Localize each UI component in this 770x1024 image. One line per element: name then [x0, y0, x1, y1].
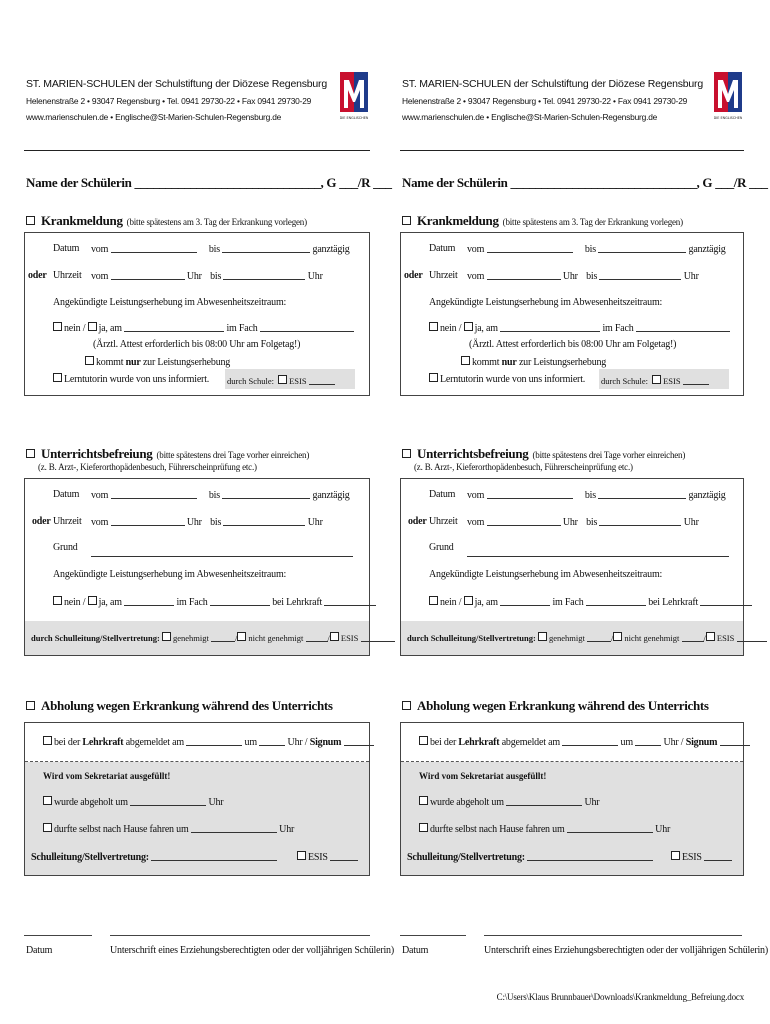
- datum-line[interactable]: [24, 935, 92, 936]
- ab-time-field[interactable]: [259, 736, 285, 746]
- km-kommt-checkbox[interactable]: [461, 356, 470, 365]
- unterschrift-label: Unterschrift eines Erziehungsberechtigten oder der volljährigen Schülerin): [484, 945, 768, 956]
- ub-genehmigt-field[interactable]: [587, 632, 611, 642]
- km-time-to-field[interactable]: [223, 270, 305, 280]
- form-copy-left: [24, 0, 394, 1024]
- logo-caption: DIE ENGLISCHEN: [340, 116, 368, 120]
- ub-leistung-label: Angekündigte Leistungserhebung im Abwesenheitszeitraum:: [429, 569, 663, 580]
- ab-esis-row: ESIS: [297, 851, 358, 863]
- krankmeldung-checkbox[interactable]: [26, 216, 35, 225]
- befreiung-box: [24, 478, 370, 656]
- ub-esis-field[interactable]: [737, 632, 767, 642]
- km-time-to-field[interactable]: [599, 270, 681, 280]
- unterschrift-label: Unterschrift eines Erziehungsberechtigten oder der volljährigen Schülerin): [110, 945, 394, 956]
- ub-esis-checkbox[interactable]: [706, 632, 715, 641]
- km-oder-label: oder: [28, 270, 47, 281]
- ab-abgeholt-field[interactable]: [130, 796, 206, 806]
- km-lerntutorin-checkbox[interactable]: [429, 373, 438, 382]
- km-attest-note: (Ärztl. Attest erforderlich bis 08:00 Uhr am Folgetag!): [469, 339, 677, 350]
- ab-abgeholt-checkbox[interactable]: [43, 796, 52, 805]
- ub-leistung-label: Angekündigte Leistungserhebung im Abwesenheitszeitraum:: [53, 569, 287, 580]
- file-path-footer: C:\Users\Klaus Brunnbauer\Downloads\Krankmeldung_Befreiung.docx: [496, 992, 744, 1002]
- ub-fach-field[interactable]: [210, 596, 270, 606]
- km-ja-checkbox[interactable]: [464, 322, 473, 331]
- ub-grund-label: Grund: [429, 542, 454, 553]
- km-schule-row: durch Schule: ESIS: [601, 375, 709, 386]
- ub-nicht-genehmigt-field[interactable]: [682, 632, 704, 642]
- km-ja-date-field[interactable]: [500, 322, 600, 332]
- befreiung-title: Unterrichtsbefreiung: [417, 446, 529, 461]
- ab-sekretariat-label: Wird vom Sekretariat ausgefüllt!: [419, 771, 547, 781]
- km-nein-checkbox[interactable]: [53, 322, 62, 331]
- ub-bis-date-field[interactable]: [598, 489, 686, 499]
- ab-sekretariat-label: Wird vom Sekretariat ausgefüllt!: [43, 771, 171, 781]
- ub-genehmigt-field[interactable]: [211, 632, 235, 642]
- ab-date-field[interactable]: [562, 736, 618, 746]
- ub-datum-label: Datum: [429, 489, 456, 500]
- km-attest-note: (Ärztl. Attest erforderlich bis 08:00 Uhr am Folgetag!): [93, 339, 301, 350]
- km-vom-row: vom bis ganztägig: [91, 244, 350, 255]
- abholung-checkbox[interactable]: [402, 701, 411, 710]
- km-schule-row: durch Schule: ESIS: [227, 375, 335, 386]
- km-lerntutorin-checkbox[interactable]: [53, 373, 62, 382]
- school-web: www.marienschulen.de • Englische@St-Marien-Schulen-Regensburg.de: [26, 112, 282, 122]
- befreiung-note: (bitte spätestens drei Tage vorher einreichen): [532, 450, 686, 460]
- krankmeldung-note: (bitte spätestens am 3. Tag der Erkrankung vorlegen): [502, 217, 683, 227]
- ub-genehmigt-checkbox[interactable]: [538, 632, 547, 641]
- km-time-from-field[interactable]: [487, 270, 561, 280]
- ub-ja-checkbox[interactable]: [464, 596, 473, 605]
- school-address: Helenenstraße 2 • 93047 Regensburg • Tel. 0941 29730-22 • Fax 0941 29730-29: [26, 96, 312, 106]
- ub-time-to-field[interactable]: [599, 516, 681, 526]
- km-bis-date-field[interactable]: [598, 243, 686, 253]
- befreiung-examples: (z. B. Arzt-, Kieferorthopädenbesuch, Führerscheinprüfung etc.): [38, 462, 257, 472]
- km-bis-date-field[interactable]: [222, 243, 310, 253]
- ab-signum-field[interactable]: [344, 736, 374, 746]
- ab-date-field[interactable]: [186, 736, 242, 746]
- ab-abgeholt-row: wurde abgeholt um Uhr: [419, 796, 599, 808]
- krankmeldung-title: Krankmeldung: [417, 213, 499, 228]
- ab-signum-field[interactable]: [720, 736, 750, 746]
- ab-esis-field[interactable]: [330, 851, 358, 861]
- km-esis-field[interactable]: [309, 375, 335, 385]
- ab-esis-row: ESIS: [671, 851, 732, 863]
- km-uhrzeit-label: Uhrzeit: [429, 270, 458, 281]
- ub-nein-checkbox[interactable]: [429, 596, 438, 605]
- ub-datum-label: Datum: [53, 489, 80, 500]
- km-leistung-row: nein / ja, am im Fach: [429, 322, 730, 334]
- ab-selbst-field[interactable]: [191, 823, 277, 833]
- abholung-box: [24, 722, 370, 876]
- km-datum-label: Datum: [53, 243, 80, 254]
- ub-nicht-genehmigt-checkbox[interactable]: [613, 632, 622, 641]
- km-uhrzeit-label: Uhrzeit: [53, 270, 82, 281]
- befreiung-checkbox[interactable]: [26, 449, 35, 458]
- km-ja-date-field[interactable]: [124, 322, 224, 332]
- befreiung-note: (bitte spätestens drei Tage vorher einreichen): [156, 450, 310, 460]
- ab-schulleitung-field[interactable]: [527, 851, 653, 861]
- ub-uhrzeit-row: vom Uhr bis Uhr: [91, 517, 323, 528]
- km-leistung-row: nein / ja, am im Fach: [53, 322, 354, 334]
- ab-selbst-checkbox[interactable]: [43, 823, 52, 832]
- ub-time-from-field[interactable]: [111, 516, 185, 526]
- ub-nein-checkbox[interactable]: [53, 596, 62, 605]
- ab-lehrkraft-row: bei der Lehrkraft abgemeldet am um Uhr / Signum: [419, 736, 750, 748]
- unterschrift-line[interactable]: [110, 935, 370, 936]
- km-vom-date-field[interactable]: [487, 243, 573, 253]
- km-esis-checkbox[interactable]: [652, 375, 661, 384]
- abholung-heading: [26, 697, 333, 715]
- ab-abgeholt-row: wurde abgeholt um Uhr: [43, 796, 223, 808]
- header-rule: [24, 150, 370, 151]
- ab-esis-field[interactable]: [704, 851, 732, 861]
- ub-vom-row: vom bis ganztägig: [91, 490, 350, 501]
- km-esis-checkbox[interactable]: [278, 375, 287, 384]
- datum-label: Datum: [26, 945, 53, 956]
- ub-nicht-genehmigt-checkbox[interactable]: [237, 632, 246, 641]
- ub-esis-checkbox[interactable]: [330, 632, 339, 641]
- school-name: ST. MARIEN-SCHULEN der Schulstiftung der Diözese Regensburg: [26, 78, 327, 90]
- ub-uhrzeit-row: vom Uhr bis Uhr: [467, 517, 699, 528]
- ab-lehrkraft-checkbox[interactable]: [43, 736, 52, 745]
- ub-genehmigung-row: durch Schulleitung/Stellvertretung: genehmigt / nicht genehmigt / ESIS: [407, 632, 767, 643]
- km-leistung-label: Angekündigte Leistungserhebung im Abwesenheitszeitraum:: [429, 297, 663, 308]
- km-ja-checkbox[interactable]: [88, 322, 97, 331]
- km-vom-date-field[interactable]: [111, 243, 197, 253]
- ub-vom-date-field[interactable]: [111, 489, 197, 499]
- km-fach-field[interactable]: [636, 322, 730, 332]
- km-datum-label: Datum: [429, 243, 456, 254]
- km-kommt-row: kommt nur zur Leistungserhebung: [461, 356, 606, 368]
- ab-schulleitung-row: Schulleitung/Stellvertretung:: [407, 851, 653, 863]
- km-vom-row: vom bis ganztägig: [467, 244, 726, 255]
- befreiung-heading: [26, 445, 309, 463]
- ub-vom-date-field[interactable]: [487, 489, 573, 499]
- ub-oder-label: oder: [408, 516, 427, 527]
- ub-vom-row: vom bis ganztägig: [467, 490, 726, 501]
- krankmeldung-title: Krankmeldung: [41, 213, 123, 228]
- km-kommt-checkbox[interactable]: [85, 356, 94, 365]
- school-address: Helenenstraße 2 • 93047 Regensburg • Tel. 0941 29730-22 • Fax 0941 29730-29: [402, 96, 688, 106]
- ab-lehrkraft-row: bei der Lehrkraft abgemeldet am um Uhr / Signum: [43, 736, 374, 748]
- ab-schulleitung-row: Schulleitung/Stellvertretung:: [31, 851, 277, 863]
- ub-grund-field[interactable]: [91, 543, 353, 561]
- school-web: www.marienschulen.de • Englische@St-Marien-Schulen-Regensburg.de: [402, 112, 658, 122]
- krankmeldung-box: [400, 232, 744, 396]
- ub-lehrkraft-field[interactable]: [324, 596, 376, 606]
- befreiung-box: [400, 478, 744, 656]
- ub-oder-label: oder: [32, 516, 51, 527]
- header-rule: [400, 150, 744, 151]
- school-logo-icon: [340, 72, 368, 120]
- befreiung-heading: [402, 445, 685, 463]
- student-name-field[interactable]: Name der Schülerin ______________________________, G ___/R ___: [402, 175, 768, 190]
- ub-time-from-field[interactable]: [487, 516, 561, 526]
- km-leistung-label: Angekündigte Leistungserhebung im Abwesenheitszeitraum:: [53, 297, 287, 308]
- ub-fach-field[interactable]: [586, 596, 646, 606]
- abholung-title: Abholung wegen Erkrankung während des Unterrichts: [41, 698, 333, 713]
- ab-selbst-checkbox[interactable]: [419, 823, 428, 832]
- ub-bis-date-field[interactable]: [222, 489, 310, 499]
- ab-selbst-row: durfte selbst nach Hause fahren um Uhr: [43, 823, 294, 835]
- ab-selbst-field[interactable]: [567, 823, 653, 833]
- ub-grund-field[interactable]: [467, 543, 729, 561]
- ub-nicht-genehmigt-field[interactable]: [306, 632, 328, 642]
- ab-time-field[interactable]: [635, 736, 661, 746]
- form-copy-right: [400, 0, 768, 1024]
- school-logo-icon: [714, 72, 742, 120]
- ab-esis-checkbox[interactable]: [297, 851, 306, 860]
- unterschrift-line[interactable]: [484, 935, 742, 936]
- ab-lehrkraft-checkbox[interactable]: [419, 736, 428, 745]
- student-name-field[interactable]: Name der Schülerin ______________________________, G ___/R ___: [26, 175, 392, 190]
- ub-ja-checkbox[interactable]: [88, 596, 97, 605]
- ub-genehmigt-checkbox[interactable]: [162, 632, 171, 641]
- ab-abgeholt-checkbox[interactable]: [419, 796, 428, 805]
- ab-esis-checkbox[interactable]: [671, 851, 680, 860]
- km-kommt-row: kommt nur zur Leistungserhebung: [85, 356, 230, 368]
- befreiung-title: Unterrichtsbefreiung: [41, 446, 153, 461]
- ub-grund-label: Grund: [53, 542, 78, 553]
- km-uhrzeit-row: vom Uhr bis Uhr: [467, 271, 699, 282]
- datum-line[interactable]: [400, 935, 466, 936]
- km-uhrzeit-row: vom Uhr bis Uhr: [91, 271, 323, 282]
- km-lerntutorin-row: Lerntutorin wurde von uns informiert.: [429, 373, 585, 385]
- krankmeldung-heading: [402, 212, 683, 230]
- abholung-checkbox[interactable]: [26, 701, 35, 710]
- krankmeldung-box: [24, 232, 370, 396]
- ub-uhrzeit-label: Uhrzeit: [53, 516, 82, 527]
- school-name: ST. MARIEN-SCHULEN der Schulstiftung der Diözese Regensburg: [402, 78, 703, 90]
- ub-lehrkraft-field[interactable]: [700, 596, 752, 606]
- km-lerntutorin-row: Lerntutorin wurde von uns informiert.: [53, 373, 209, 385]
- krankmeldung-heading: [26, 212, 307, 230]
- ub-ja-date-field[interactable]: [124, 596, 174, 606]
- ab-abgeholt-field[interactable]: [506, 796, 582, 806]
- krankmeldung-checkbox[interactable]: [402, 216, 411, 225]
- km-fach-field[interactable]: [260, 322, 354, 332]
- abholung-title: Abholung wegen Erkrankung während des Unterrichts: [417, 698, 709, 713]
- km-time-from-field[interactable]: [111, 270, 185, 280]
- ub-leistung-row: nein / ja, am im Fach bei Lehrkraft: [53, 596, 376, 608]
- ab-schulleitung-field[interactable]: [151, 851, 277, 861]
- ub-ja-date-field[interactable]: [500, 596, 550, 606]
- abholung-box: [400, 722, 744, 876]
- ub-uhrzeit-label: Uhrzeit: [429, 516, 458, 527]
- ub-leistung-row: nein / ja, am im Fach bei Lehrkraft: [429, 596, 752, 608]
- logo-caption: DIE ENGLISCHEN: [714, 116, 742, 120]
- km-oder-label: oder: [404, 270, 423, 281]
- datum-label: Datum: [402, 945, 429, 956]
- befreiung-checkbox[interactable]: [402, 449, 411, 458]
- ab-selbst-row: durfte selbst nach Hause fahren um Uhr: [419, 823, 670, 835]
- befreiung-examples: (z. B. Arzt-, Kieferorthopädenbesuch, Führerscheinprüfung etc.): [414, 462, 633, 472]
- ub-time-to-field[interactable]: [223, 516, 305, 526]
- ub-genehmigung-row: durch Schulleitung/Stellvertretung: genehmigt / nicht genehmigt / ESIS: [31, 632, 395, 643]
- km-nein-checkbox[interactable]: [429, 322, 438, 331]
- ub-esis-field[interactable]: [361, 632, 395, 642]
- abholung-heading: [402, 697, 709, 715]
- km-esis-field[interactable]: [683, 375, 709, 385]
- krankmeldung-note: (bitte spätestens am 3. Tag der Erkrankung vorlegen): [126, 217, 307, 227]
